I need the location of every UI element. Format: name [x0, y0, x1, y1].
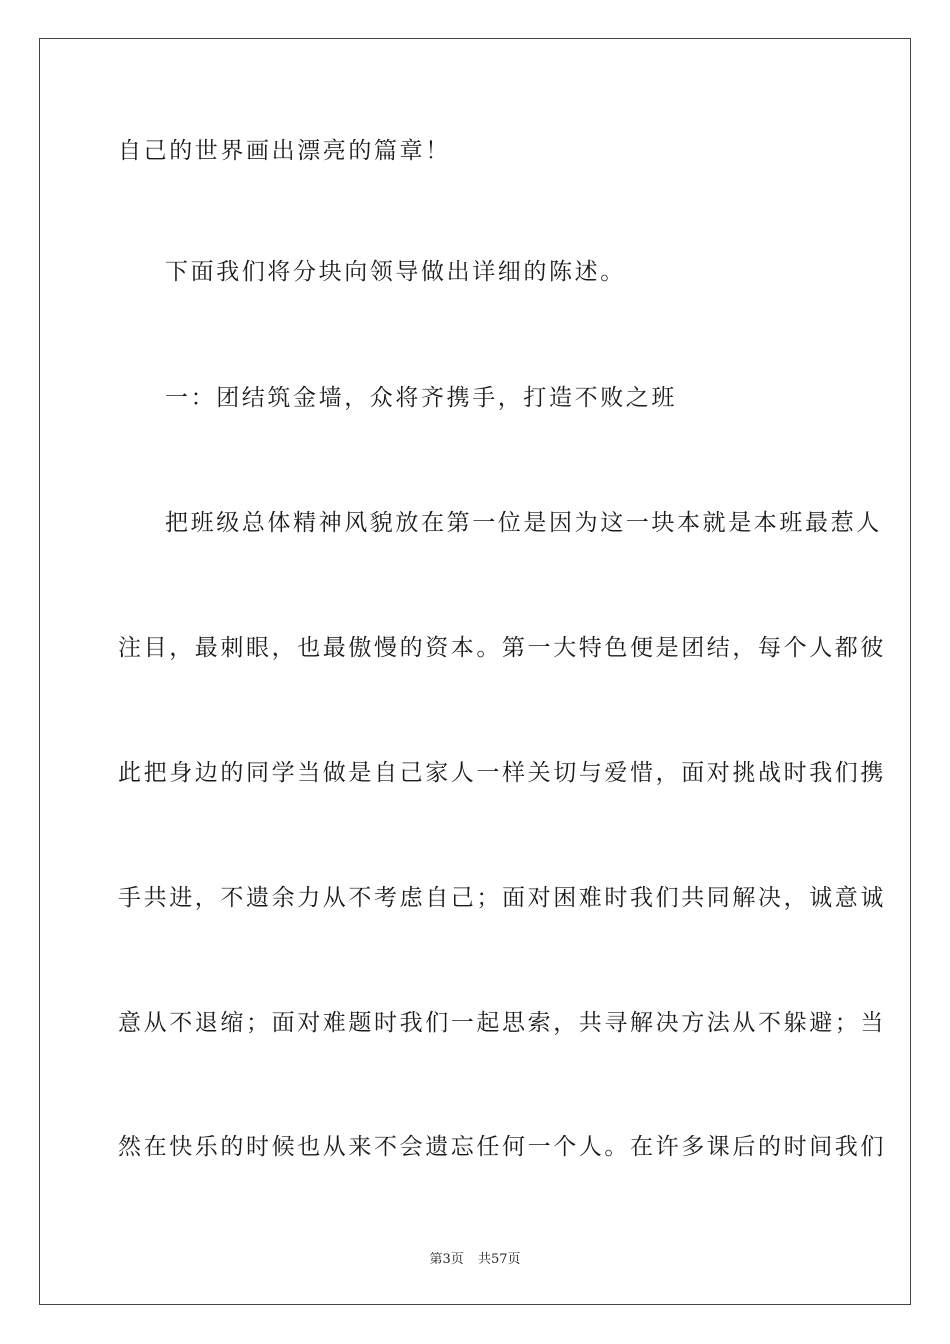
text-line-6: 此把身边的同学当做是自己家人一样关切与爱惜，面对挑战时我们携	[118, 760, 886, 786]
text-line-4: 把班级总体精神风貌放在第一位是因为这一块本就是本班最惹人	[165, 510, 882, 536]
text-line-2: 下面我们将分块向领导做出详细的陈述。	[165, 259, 626, 285]
text-line-1: 自己的世界画出漂亮的篇章！	[118, 138, 451, 164]
page-total: 共57页	[477, 1252, 521, 1267]
text-line-5: 注目，最刺眼，也最傲慢的资本。第一大特色便是团结，每个人都彼	[118, 635, 886, 661]
section-heading: 一：团结筑金墙，众将齐携手，打造不败之班	[165, 385, 677, 411]
text-line-8: 意从不退缩；面对难题时我们一起思索，共寻解决方法从不躲避；当	[118, 1010, 886, 1036]
text-line-7: 手共进，不遗余力从不考虑自己；面对困难时我们共同解决，诚意诚	[118, 885, 886, 911]
page-footer	[0, 1248, 950, 1267]
page-frame	[39, 38, 911, 1305]
text-line-9: 然在快乐的时候也从来不会遗忘任何一个人。在许多课后的时间我们	[118, 1134, 886, 1160]
page-number: 第3页	[429, 1252, 464, 1267]
